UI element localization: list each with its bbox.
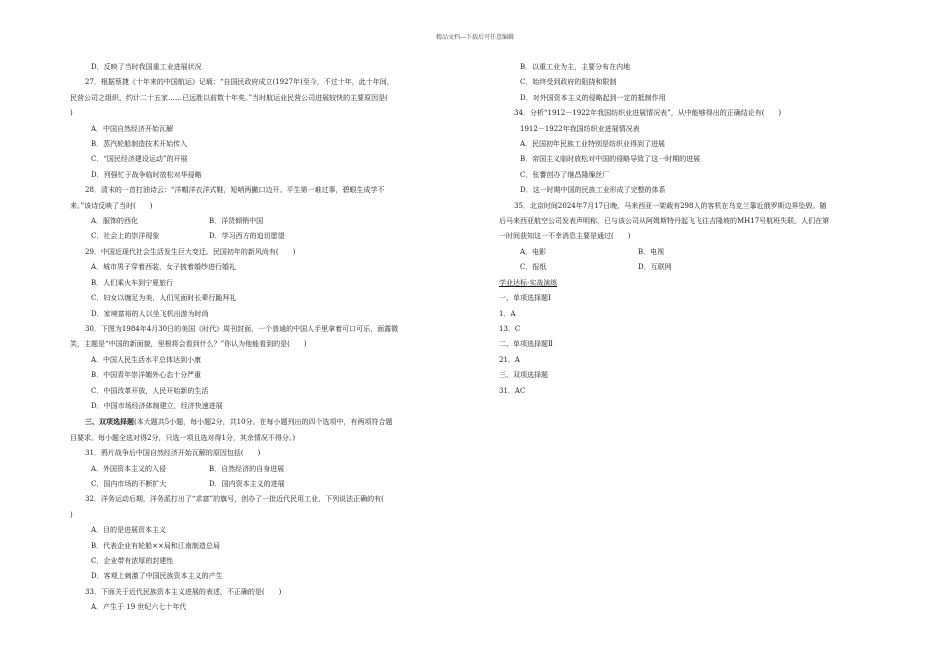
answers-section-2: 二、单项选择题Ⅱ <box>499 340 553 349</box>
q34-option-a: A．民国初年民族工业特别是纺织业得到了进展 <box>520 140 666 149</box>
q33-stem: 33．下面关于近代民族资本主义进展的表述，不正确的是( ) <box>85 587 282 596</box>
q29-stem: 29．中国近现代社会生活发生巨大变迁。民国初年的新风尚有( ) <box>85 247 296 256</box>
answer-1: 1．A <box>499 309 516 318</box>
q34-option-d: D．这一时期中国的民族工业形成了完整的体系 <box>520 186 666 195</box>
q31-option-d: D．国内资本主义的进展 <box>209 479 285 488</box>
q27-option-d: D．列强忙于战争临时放松对华侵略 <box>91 170 202 179</box>
q35-stem-2: 后马来西亚航空公司发表声明称，已与该公司从阿姆斯特丹起飞飞往吉隆坡的MH17号航班失联。人们在第 <box>499 217 830 226</box>
q35-option-c: C．报纸 <box>520 263 547 272</box>
q27-option-b: B．蒸汽轮船制造技术开始传入 <box>91 140 188 149</box>
q28-option-a: A．服饰的西化 <box>91 217 139 226</box>
q32-option-a: A．目的是进展资本主义 <box>91 526 167 535</box>
answers-title-text: 学业达标·实战演练 <box>499 278 558 287</box>
q27-stem-3: ) <box>70 109 73 118</box>
q34-table-title: 1912－1922年我国纺织业进展情况表 <box>520 124 640 133</box>
q31-options-row-2 <box>70 477 468 492</box>
section-3-instructions-2: 目要求。每小题全选对得2分，只选一项且选对得1分，其余情况不得分。) <box>70 433 296 442</box>
q32-option-b: B．代表企业有轮船××局和江南制造总局 <box>91 541 220 550</box>
answers-title <box>499 276 881 291</box>
q31-option-c: C．国内市场的不断扩大 <box>91 479 167 488</box>
section-3-heading <box>70 414 468 430</box>
answer-21: 21．A <box>499 355 520 364</box>
q28-option-d: D．学习西方的迫切愿望 <box>209 232 285 241</box>
q29-option-c: C．妇女以缠足为美，人们见面时长辈行跪拜礼 <box>91 294 237 303</box>
q35-option-a: A．电影 <box>520 247 547 256</box>
q35-option-d: D．互联网 <box>638 263 672 272</box>
q32-stem-2: ) <box>70 510 73 519</box>
q34-option-b: B．帝国主义临时放松对中国的侵略导致了这一时期的进展 <box>520 155 701 164</box>
q30-option-d: D．中国市场经济体制建立，经济快速进展 <box>91 401 223 410</box>
answers-section-3: 三、双项选择题 <box>499 371 548 380</box>
q35-option-b: B．电视 <box>638 247 665 256</box>
q34-stem: 34．分析“1912－1922年我国纺织业进展情况表”，从中能够得出的正确结论有( ) <box>514 109 782 118</box>
q30-option-b: B．中国青年崇洋媚外心态十分严重 <box>91 371 202 380</box>
q35-stem-3: 一时间获知这一不幸消息主要是通过( ) <box>499 232 631 241</box>
q31-option-b: B．自然经济的自身进展 <box>209 464 285 473</box>
section-3-instructions-1: (本大题共5小题，每小题2分，共10分。在每小题列出的四个选项中，有两项符合题 <box>134 418 393 427</box>
q30-stem-2: 笑，主题是“中国的新面貌，里根将会看到什么？”你认为他能看到的是( ) <box>70 340 307 349</box>
q28-option-c: C．社会上的崇洋现象 <box>91 232 160 241</box>
q33-option-c: C．始终受到政府的阻挠和限制 <box>520 78 617 87</box>
q32-option-c: C．企业带有浓厚的封建性 <box>91 557 174 565</box>
q30-option-c: C．中国改革开放，人民开始新的生活 <box>91 386 209 395</box>
q35-options-row-1 <box>499 245 881 260</box>
q29-option-d: D．家境富裕的人以坐飞机出游为时尚 <box>91 309 209 318</box>
q28-stem-1: 28．清末的一首打油诗云：“洋帽洋衣洋式鞋，短哨两撇口边开。平生第一难过事，碧眼生成学不 <box>85 186 385 195</box>
q28-options-row-2 <box>70 229 468 244</box>
q33-option-d: D．对外国资本主义的侵略起到一定的抵制作用 <box>520 93 666 102</box>
q27-option-c: C．“国民经济建设运动”的开展 <box>91 155 188 164</box>
q30-stem-1: 30．下图为1984年4月30日的美国《时代》周刊封面，一个普通的中国人手里拿着可口可乐，面露微 <box>85 324 399 333</box>
q26-option-d: D．反映了当时我国重工业进展状况 <box>91 63 202 71</box>
q28-options-row-1 <box>70 214 468 229</box>
q29-option-a: A．城市男子穿着西装，女子披着婚纱进行婚礼 <box>91 263 237 272</box>
q31-options-row-1 <box>70 462 468 477</box>
q29-option-b: B．人们乘火车到宁夏旅行 <box>91 278 174 287</box>
q32-stem-1: 32．洋务运动后期，洋务派打出了“求富”的旗号，创办了一批近代民用工业，下列说法正确的有( <box>85 495 384 504</box>
section-3-title: 三、双项选择题 <box>85 417 134 427</box>
answers-section-1: 一、单项选择题Ⅰ <box>499 294 551 303</box>
q31-stem: 31．鸦片战争后中国自然经济开始瓦解的原因包括( ) <box>85 449 261 458</box>
q35-stem-1: 35．北京时间2024年7月17日晚，马来西亚一架载有298人的客机在乌克兰靠近俄罗斯边界坠毁。随 <box>514 201 827 210</box>
q33-option-b: B．以重工业为主，主要分布在内地 <box>520 63 631 71</box>
q32-option-d: D．客观上刺激了中国民族资本主义的产生 <box>91 572 223 581</box>
right-column <box>499 60 881 399</box>
q27-stem-2: 民营公司之组织，约计二十五家……已远胜以前数十年矣。”当时航运业民营公司进展较快的主要原因是( <box>70 93 388 102</box>
q30-option-a: A．中国人民生活水平总体达到小康 <box>91 355 202 364</box>
q35-options-row-2 <box>499 260 881 275</box>
q34-option-c: C．张謇创办了继昌隆缫丝厂 <box>520 170 610 179</box>
q27-stem-1: 27．根据蔡捷《十年来的中国航运》记载：“自国民政府成立(1927年)至今，不过十年，此十年间， <box>85 78 394 87</box>
q27-option-a: A．中国自然经济开始瓦解 <box>91 124 174 133</box>
page-header: 精品文档---下载后可任意编辑 <box>435 34 515 41</box>
answer-31: 31．AC <box>499 386 526 395</box>
q28-option-b: B．洋货倾销中国 <box>209 217 264 226</box>
left-column <box>70 60 468 616</box>
answer-13: 13．C <box>499 324 521 333</box>
q28-stem-2: 来。”该诗反映了当时( ) <box>70 201 153 210</box>
q31-option-a: A．外国资本主义的入侵 <box>91 464 167 473</box>
q33-option-a: A．产生于 19 世纪六七十年代 <box>91 603 187 612</box>
